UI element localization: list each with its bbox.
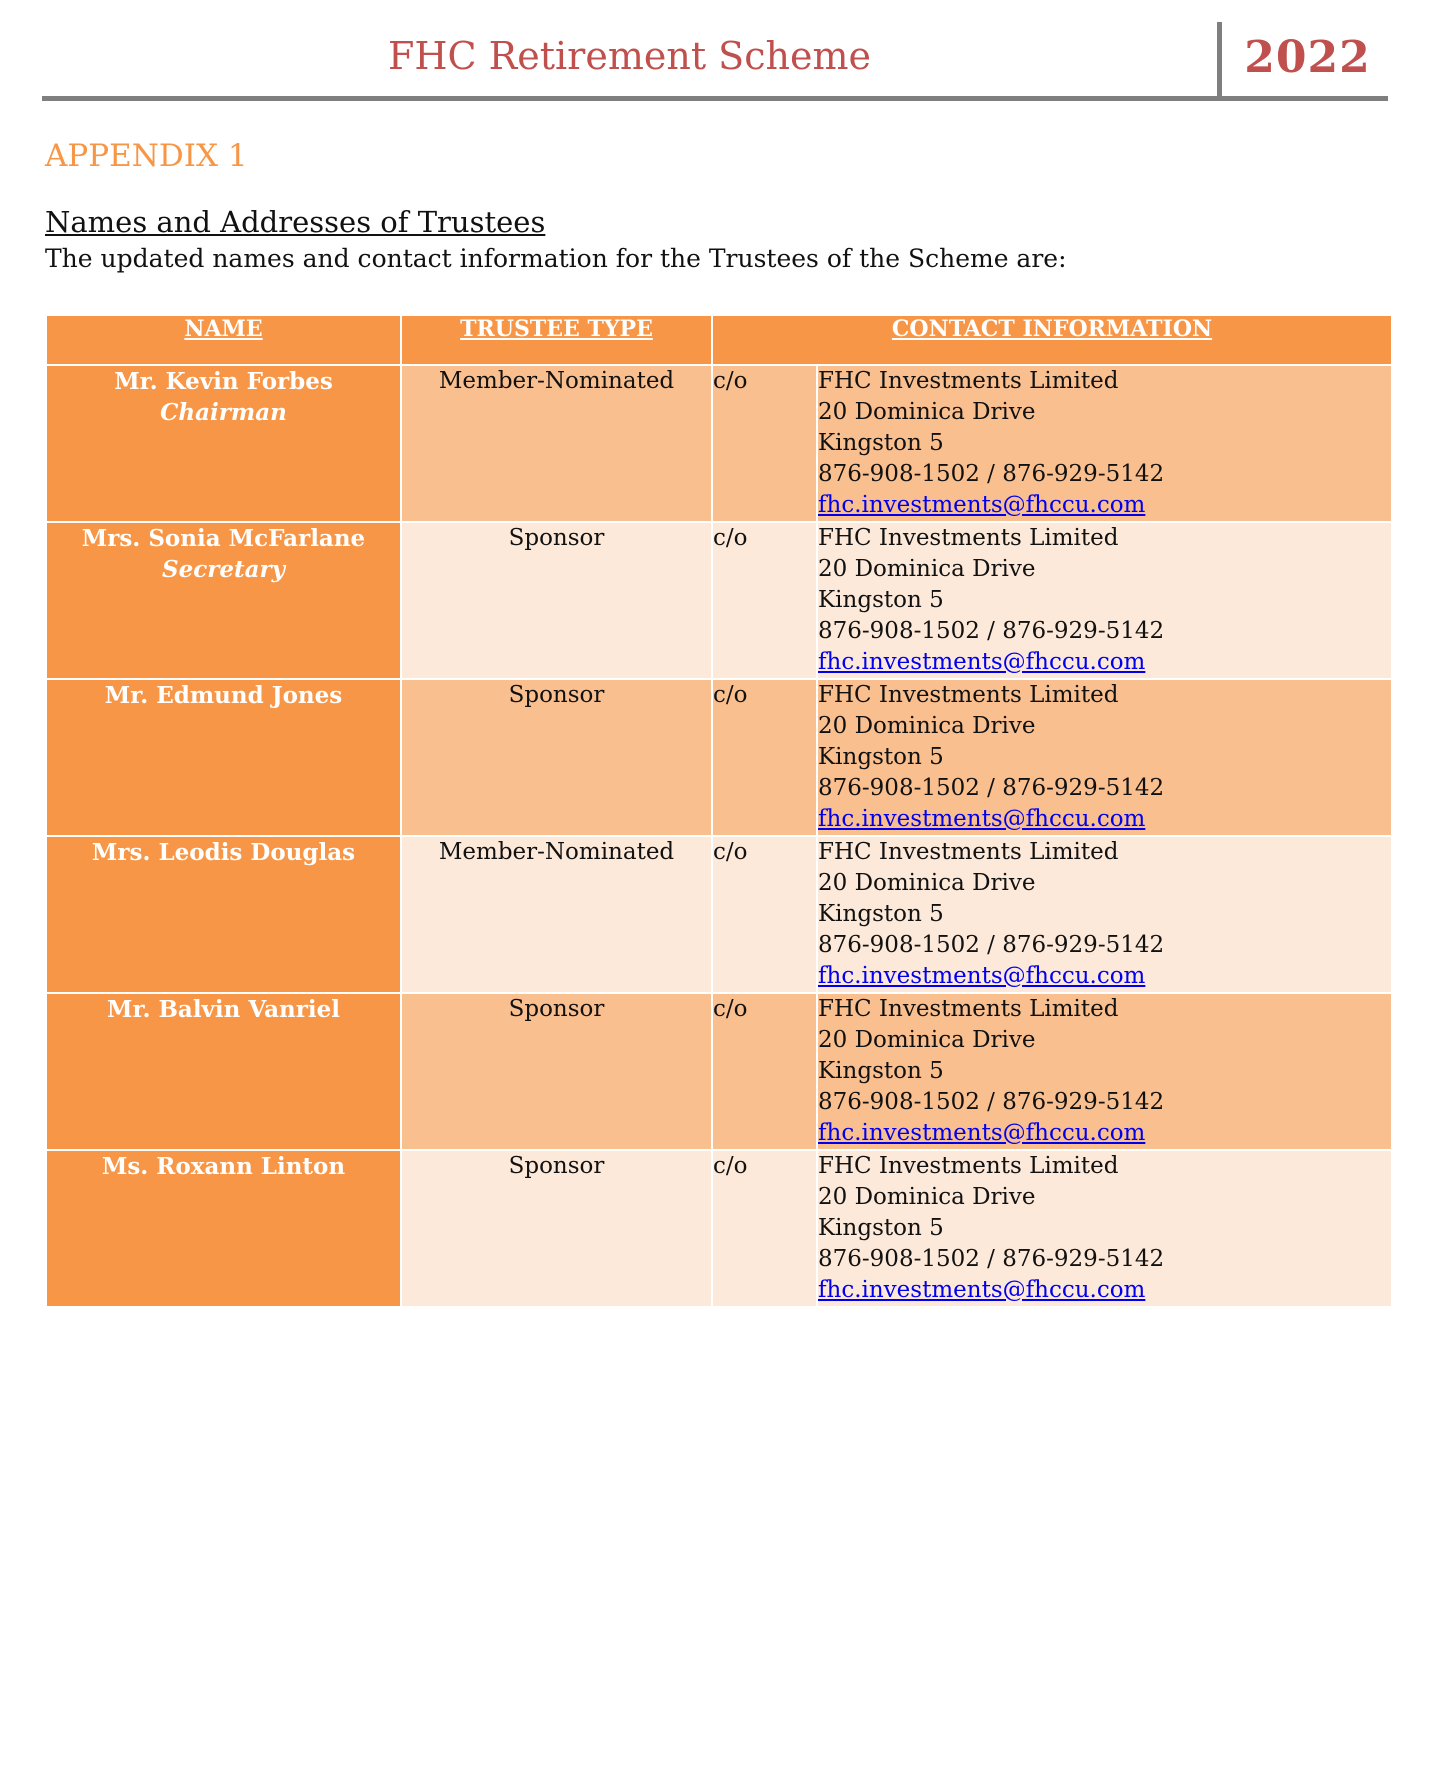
trustee-name-cell [46,993,401,1150]
trustee-name-cell [46,836,401,993]
contact-information [817,1150,1392,1307]
contact-city: Kingston 5 [818,430,944,456]
page-header [42,20,1388,102]
contact-phone: 876-908-1502 / 876-929-5142 [818,618,1165,644]
trustee-role: Chairman [160,399,287,426]
contact-street: 20 Dominica Drive [818,399,1036,425]
contact-email-link[interactable]: fhc.investments@fhccu.com [818,649,1146,675]
contact-city: Kingston 5 [818,744,944,770]
contact-company: FHC Investments Limited [818,368,1119,394]
contact-information [817,836,1392,993]
care-of-label: c/o [712,1150,817,1307]
trustee-name-cell [46,679,401,836]
contact-information [817,365,1392,522]
intro-paragraph: The updated names and contact information for the Trustees of the Scheme are: [45,244,1067,273]
trustee-name: Mr. Kevin Forbes [114,368,333,395]
trustee-name: Ms. Roxann Linton [101,1153,346,1180]
header-rule [42,96,1388,101]
contact-email-link[interactable]: fhc.investments@fhccu.com [818,1120,1146,1146]
contact-company: FHC Investments Limited [818,839,1119,865]
trustee-name: Mr. Balvin Vanriel [107,996,340,1023]
contact-company: FHC Investments Limited [818,996,1119,1022]
trustee-name: Mrs. Sonia McFarlane [81,525,366,552]
contact-company: FHC Investments Limited [818,682,1119,708]
contact-information [817,679,1392,836]
contact-phone: 876-908-1502 / 876-929-5142 [818,1089,1165,1115]
contact-company: FHC Investments Limited [818,525,1119,551]
contact-company: FHC Investments Limited [818,1153,1119,1179]
contact-city: Kingston 5 [818,587,944,613]
care-of-label: c/o [712,679,817,836]
appendix-heading: APPENDIX 1 [45,138,248,174]
care-of-label: c/o [712,522,817,679]
trustee-name: Mr. Edmund Jones [104,682,343,709]
care-of-label: c/o [712,365,817,522]
table-row [46,365,1392,522]
trustee-name-cell [46,365,401,522]
table-row [46,679,1392,836]
trustee-name-cell [46,522,401,679]
trustee-name-cell [46,1150,401,1307]
contact-phone: 876-908-1502 / 876-929-5142 [818,461,1165,487]
document-title: FHC Retirement Scheme [388,34,871,78]
contact-phone: 876-908-1502 / 876-929-5142 [818,932,1165,958]
section-subheading: Names and Addresses of Trustees [45,205,546,239]
contact-street: 20 Dominica Drive [818,713,1036,739]
header-divider [1217,22,1222,98]
contact-information [817,993,1392,1150]
contact-email-link[interactable]: fhc.investments@fhccu.com [818,1277,1146,1303]
contact-information [817,522,1392,679]
trustees-table [45,314,1393,1308]
header-name: NAME [46,315,401,365]
trustee-type: Sponsor [401,522,712,679]
header-trustee-type: TRUSTEE TYPE [401,315,712,365]
header-contact-information: CONTACT INFORMATION [712,315,1392,365]
contact-street: 20 Dominica Drive [818,1184,1036,1210]
contact-email-link[interactable]: fhc.investments@fhccu.com [818,492,1146,518]
trustee-role: Secretary [161,556,285,583]
contact-email-link[interactable]: fhc.investments@fhccu.com [818,963,1146,989]
contact-city: Kingston 5 [818,1058,944,1084]
contact-street: 20 Dominica Drive [818,870,1036,896]
trustee-type: Sponsor [401,679,712,836]
care-of-label: c/o [712,836,817,993]
table-header-row [46,315,1392,365]
table-row [46,522,1392,679]
trustee-type: Member-Nominated [401,836,712,993]
contact-city: Kingston 5 [818,1215,944,1241]
table-row [46,836,1392,993]
table-row [46,993,1392,1150]
contact-phone: 876-908-1502 / 876-929-5142 [818,1246,1165,1272]
care-of-label: c/o [712,993,817,1150]
contact-city: Kingston 5 [818,901,944,927]
trustee-type: Member-Nominated [401,365,712,522]
document-year: 2022 [1244,32,1371,83]
contact-street: 20 Dominica Drive [818,556,1036,582]
contact-street: 20 Dominica Drive [818,1027,1036,1053]
trustee-name: Mrs. Leodis Douglas [91,839,356,866]
table-row [46,1150,1392,1307]
contact-email-link[interactable]: fhc.investments@fhccu.com [818,806,1146,832]
contact-phone: 876-908-1502 / 876-929-5142 [818,775,1165,801]
trustee-type: Sponsor [401,993,712,1150]
trustee-type: Sponsor [401,1150,712,1307]
